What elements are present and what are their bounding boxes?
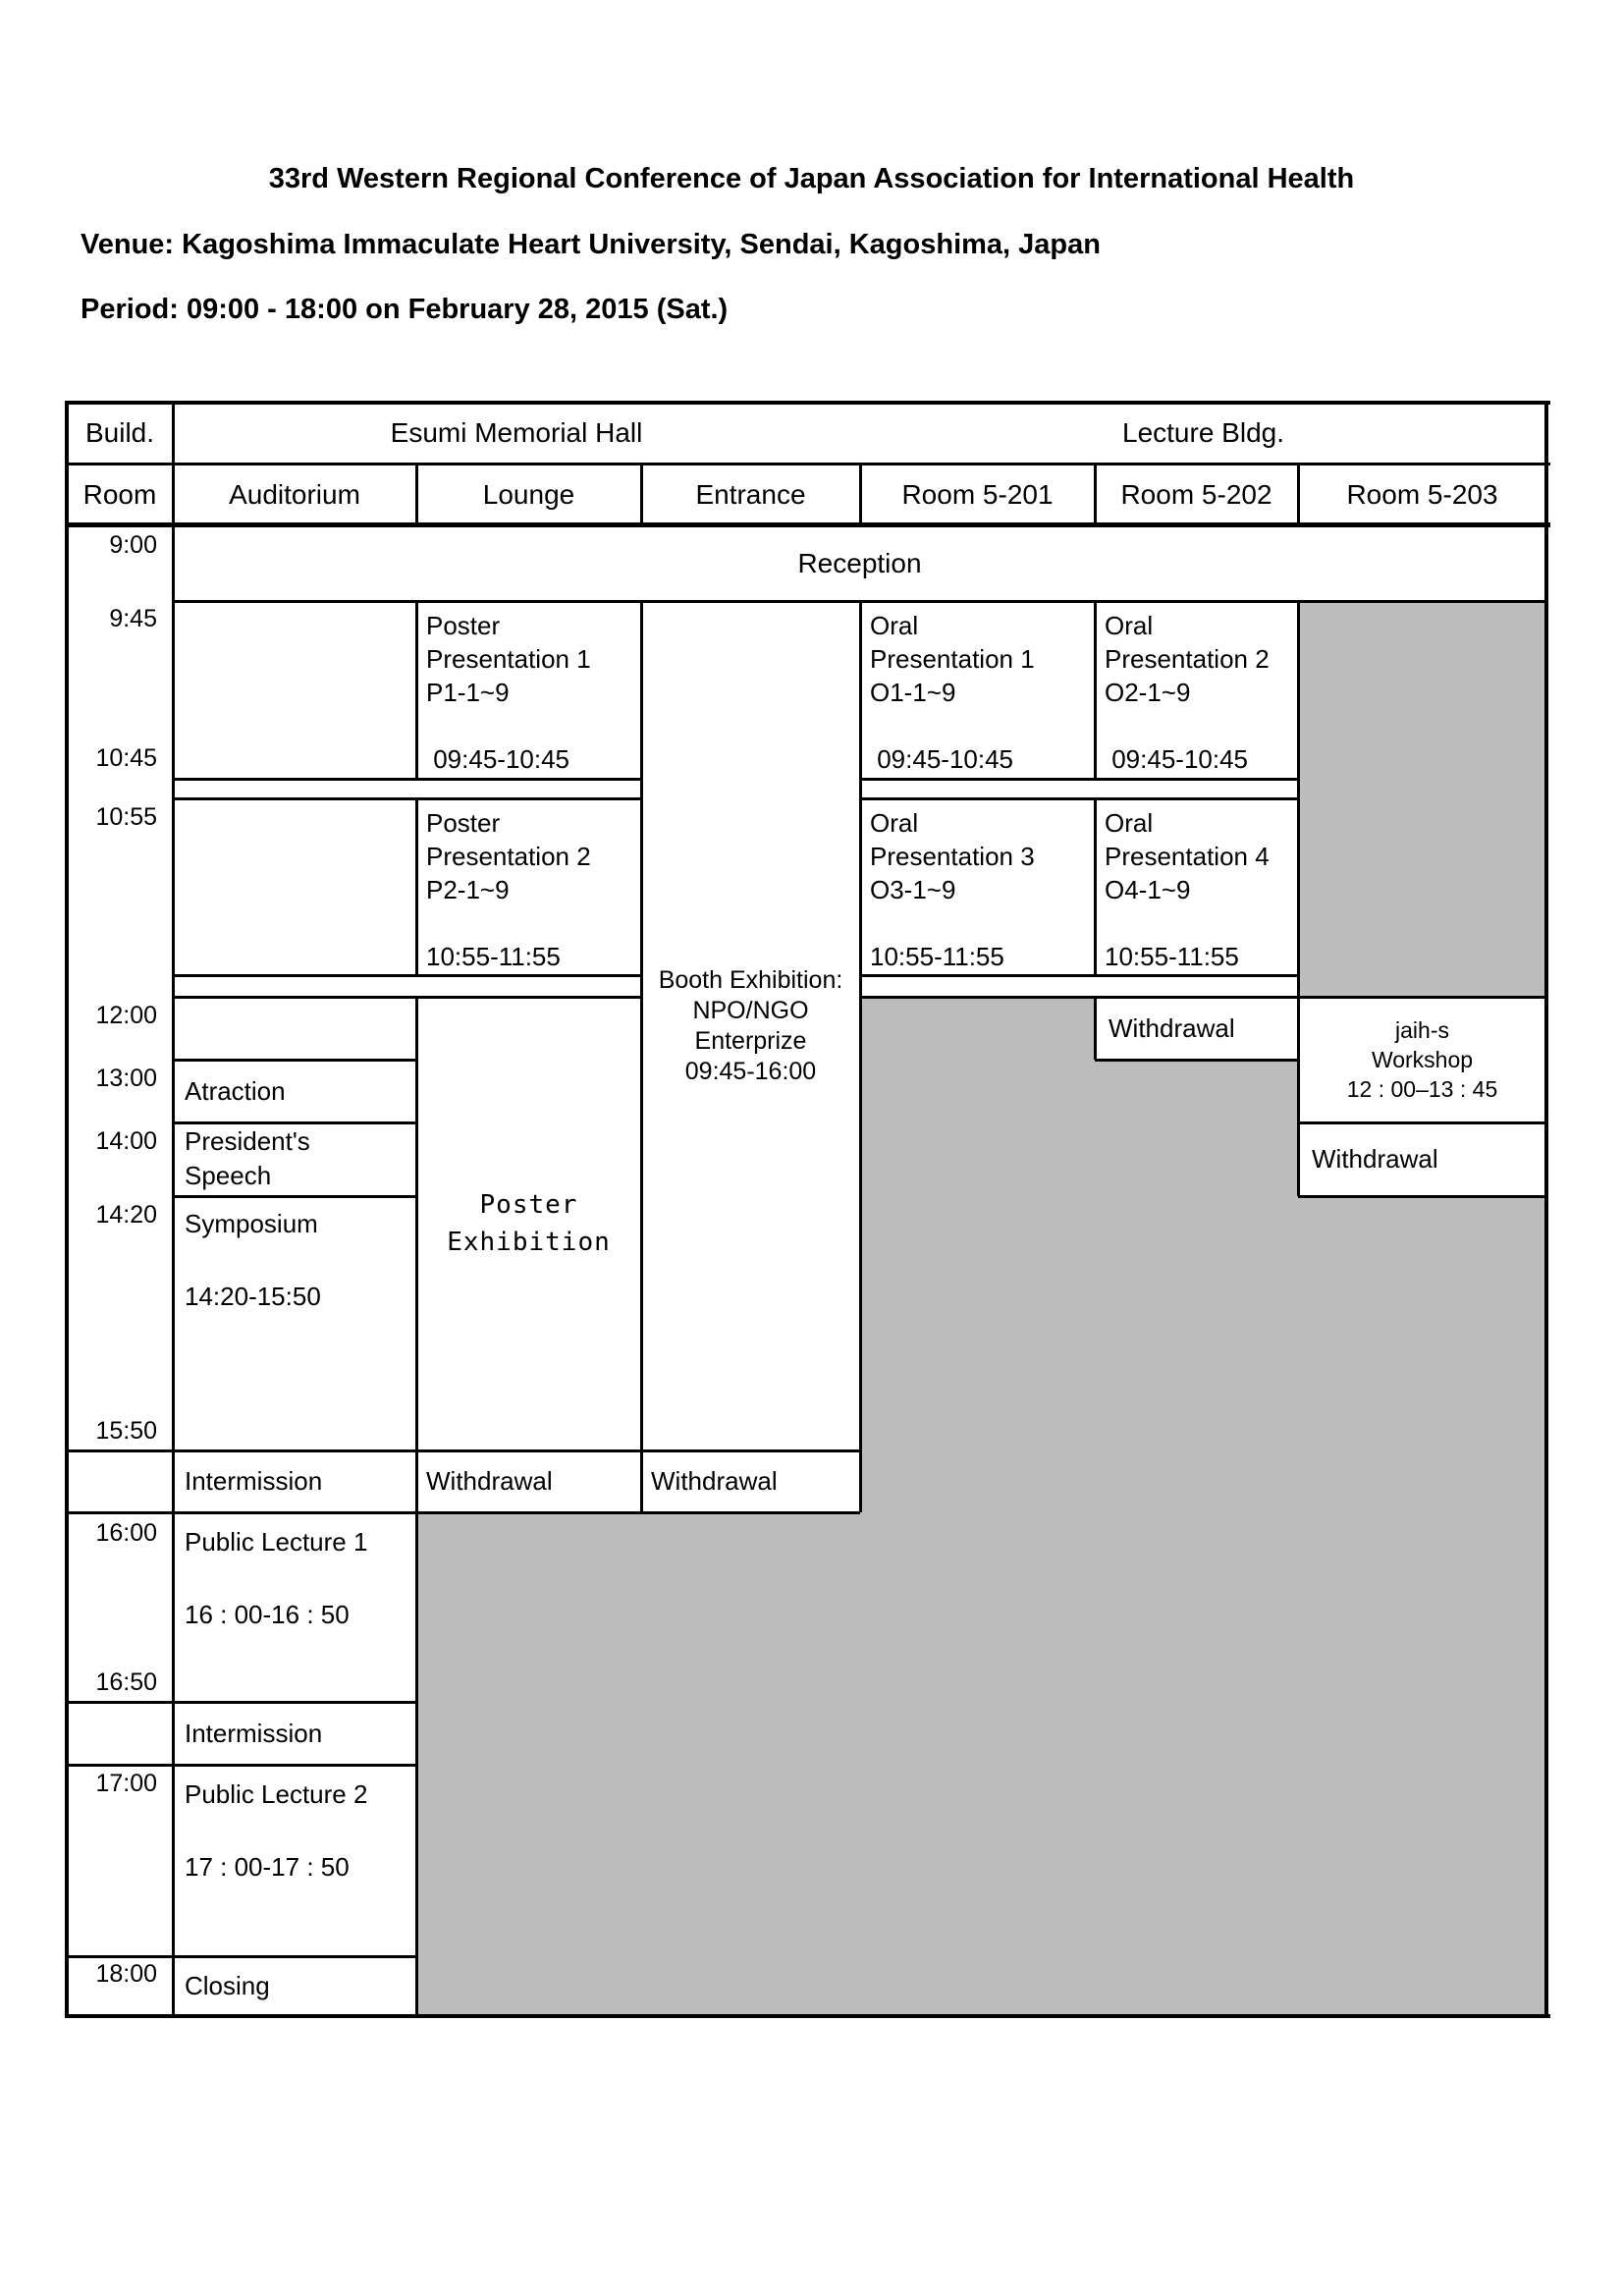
event-presidents-speech: President's Speech <box>185 1126 310 1190</box>
venue-line: Venue: Kagoshima Immaculate Heart University, Sendai, Kagoshima, Japan <box>81 229 1101 260</box>
time-label-1700: 17:00 <box>95 1770 157 1797</box>
time-label-1420: 14:20 <box>95 1201 157 1229</box>
room-header-5-201: Room 5-201 <box>901 479 1054 510</box>
time-label-1200: 12:00 <box>95 1002 157 1029</box>
shaded-region <box>416 1512 860 2016</box>
event-reception: Reception <box>797 548 922 578</box>
period-line: Period: 09:00 - 18:00 on February 28, 2015 (Sat.) <box>81 294 729 325</box>
event-symposium: Symposium 14:20-15:50 <box>185 1209 321 1311</box>
room-header-auditorium: Auditorium <box>229 479 360 510</box>
corner-build-label: Build. <box>84 417 155 448</box>
event-intermission-2: Intermission <box>185 1719 323 1748</box>
event-closing: Closing <box>185 1971 270 2000</box>
event-oral-presentation-3: Oral Presentation 3 O3-1~9 10:55-11:55 <box>870 808 1035 971</box>
room-header-entrance: Entrance <box>695 479 806 510</box>
event-intermission-1: Intermission <box>185 1466 323 1496</box>
building-header-esumi: Esumi Memorial Hall <box>390 417 643 448</box>
event-booth-exhibition: Booth Exhibition: NPO/NGO Enterprize 09:45-16:00 <box>658 965 843 1085</box>
event-oral-presentation-2: Oral Presentation 2 O2-1~9 09:45-10:45 <box>1105 611 1270 774</box>
shaded-region <box>1095 1060 1298 2016</box>
grid-line <box>1094 997 1097 1060</box>
shaded-region <box>860 997 1095 2016</box>
shaded-region <box>1298 601 1546 997</box>
grid-line <box>172 403 175 2016</box>
room-header-5-202: Room 5-202 <box>1120 479 1272 510</box>
event-public-lecture-1: Public Lecture 1 16 : 00-16 : 50 <box>185 1527 368 1629</box>
event-poster-exhibition: Poster Exhibition <box>447 1190 611 1257</box>
grid-line <box>173 1195 418 1198</box>
event-poster-presentation-1: Poster Presentation 1 P1-1~9 09:45-10:45 <box>426 611 591 774</box>
time-label-1550: 15:50 <box>95 1417 157 1445</box>
time-label-1300: 13:00 <box>95 1065 157 1092</box>
corner-room-label: Room <box>82 479 157 510</box>
event-public-lecture-2: Public Lecture 2 17 : 00-17 : 50 <box>185 1779 368 1882</box>
room-header-lounge: Lounge <box>482 479 575 510</box>
time-label-1800: 18:00 <box>95 1960 157 1988</box>
grid-line <box>1544 401 1548 2018</box>
event-withdrawal-5-203: Withdrawal <box>1312 1144 1438 1174</box>
event-jaih-s-workshop: jaih-s Workshop 12 : 00–13 : 45 <box>1346 1017 1498 1102</box>
event-oral-presentation-4: Oral Presentation 4 O4-1~9 10:55-11:55 <box>1105 808 1270 971</box>
room-header-5-203: Room 5-203 <box>1346 479 1498 510</box>
event-withdrawal-entrance: Withdrawal <box>651 1466 778 1496</box>
time-label-1600: 16:00 <box>95 1519 157 1547</box>
time-label-1650: 16:50 <box>95 1668 157 1696</box>
event-poster-presentation-2: Poster Presentation 2 P2-1~9 10:55-11:55 <box>426 808 591 971</box>
shaded-region <box>1298 1196 1546 2016</box>
event-atraction: Atraction <box>185 1076 286 1106</box>
page-title: 33rd Western Regional Conference of Japan Association for International Health <box>268 163 1355 194</box>
building-header-lecture: Lecture Bldg. <box>1122 417 1284 448</box>
time-label-1400: 14:00 <box>95 1127 157 1155</box>
time-label-1055: 10:55 <box>95 803 157 831</box>
event-withdrawal-lounge: Withdrawal <box>426 1466 553 1496</box>
event-withdrawal-5-202: Withdrawal <box>1109 1013 1235 1043</box>
time-label-0900: 9:00 <box>109 531 157 559</box>
event-oral-presentation-1: Oral Presentation 1 O1-1~9 09:45-10:45 <box>870 611 1035 774</box>
time-label-0945: 9:45 <box>109 605 157 632</box>
time-label-1045: 10:45 <box>95 744 157 772</box>
